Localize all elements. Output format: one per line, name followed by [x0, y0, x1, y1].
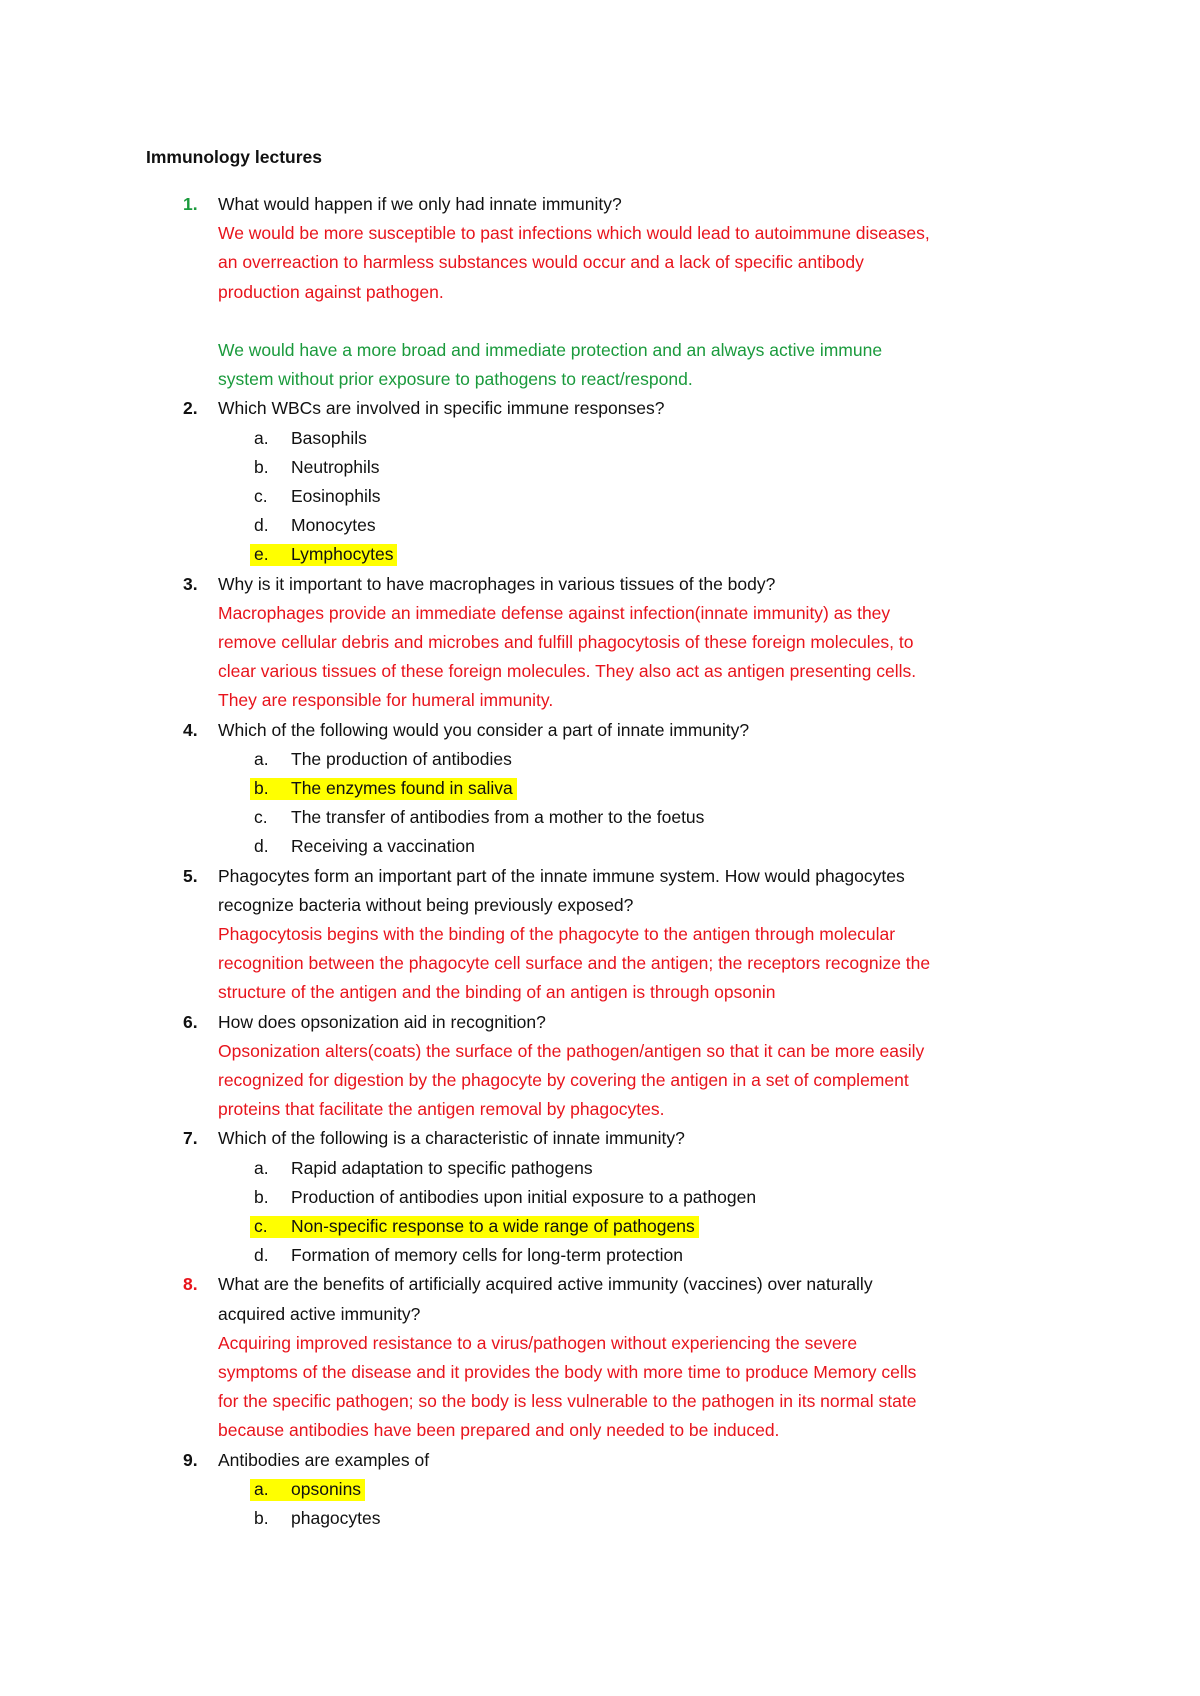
- question-number: 8.: [183, 1274, 198, 1295]
- question-number: 7.: [183, 1128, 198, 1149]
- question-body: [218, 1124, 1068, 1153]
- option-row: [0, 482, 1200, 511]
- answer-text: Phagocytosis begins with the binding of the phagocyte to the antigen through molecular: [218, 923, 896, 944]
- option-row: [0, 453, 1200, 482]
- answer-text: symptoms of the disease and it provides the body with more time to produce Memory cells: [218, 1361, 917, 1382]
- answer-text: recognition between the phagocyte cell surface and the antigen; the receptors recognize the: [218, 953, 931, 974]
- question-text: Phagocytes form an important part of the innate immune system. How would phagocytes: [218, 865, 905, 886]
- answer-text: structure of the antigen and the binding of an antigen is through opsonin: [218, 982, 776, 1003]
- option-text: Lymphocytes: [291, 544, 394, 565]
- question-item: [0, 862, 1200, 1008]
- answer-text: system without prior exposure to pathogens to react/respond.: [218, 369, 693, 390]
- question-text: acquired active immunity?: [218, 1303, 421, 1324]
- question-body: [218, 716, 1068, 745]
- answer-text: Acquiring improved resistance to a virus/pathogen without experiencing the severe: [218, 1332, 858, 1353]
- question-item: [0, 1124, 1200, 1270]
- answer-text: They are responsible for humeral immunity.: [218, 690, 554, 711]
- option-text: The transfer of antibodies from a mother to the foetus: [291, 807, 705, 828]
- question-body: [218, 862, 1068, 1008]
- option-text: Production of antibodies upon initial exposure to a pathogen: [291, 1186, 757, 1207]
- question-list: [0, 190, 1200, 1533]
- answer-text: Opsonization alters(coats) the surface of the pathogen/antigen so that it can be more easily: [218, 1040, 925, 1061]
- answer-text: We would have a more broad and immediate protection and an always active immune: [218, 340, 883, 360]
- option-text: Neutrophils: [291, 456, 380, 477]
- option-letter: a.: [254, 1478, 269, 1499]
- option-text: The production of antibodies: [291, 748, 512, 769]
- question-text: Why is it important to have macrophages in various tissues of the body?: [218, 573, 776, 594]
- option-letter: c.: [254, 807, 268, 828]
- option-letter: a.: [254, 748, 269, 769]
- question-item: [0, 1446, 1200, 1534]
- answer-text: Macrophages provide an immediate defense against infection(innate immunity) as they: [218, 602, 891, 623]
- question-body: [218, 190, 1068, 394]
- option-row: [0, 832, 1200, 861]
- option-text: The enzymes found in saliva: [291, 777, 513, 798]
- question-number: 1.: [183, 194, 198, 214]
- question-number: 2.: [183, 398, 198, 419]
- option-letter: d.: [254, 836, 269, 857]
- option-letter: a.: [254, 427, 269, 448]
- answer-text: clear various tissues of these foreign molecules. They also act as antigen presenting cells.: [218, 661, 917, 682]
- answer-text: recognized for digestion by the phagocyte by covering the antigen in a set of complement: [218, 1069, 909, 1090]
- option-text: Rapid adaptation to specific pathogens: [291, 1157, 593, 1178]
- question-item: [0, 190, 1200, 394]
- question-text: What are the benefits of artificially acquired active immunity (vaccines) over naturally: [218, 1274, 873, 1295]
- question-body: [218, 1446, 1068, 1475]
- option-row: [0, 1504, 1200, 1533]
- answer-text: remove cellular debris and microbes and fulfill phagocytosis of these foreign molecules, to: [218, 631, 914, 652]
- option-text: Formation of memory cells for long-term protection: [291, 1245, 683, 1266]
- question-item: [0, 570, 1200, 716]
- question-text: Antibodies are examples of: [218, 1449, 430, 1470]
- option-row: [0, 1183, 1200, 1212]
- answer-text: an overreaction to harmless substances would occur and a lack of specific antibody: [218, 252, 864, 273]
- option-text: Eosinophils: [291, 485, 381, 506]
- option-row: [0, 1154, 1200, 1183]
- option-letter: d.: [254, 1245, 269, 1266]
- question-body: [218, 1008, 1068, 1125]
- option-letter: c.: [254, 485, 268, 506]
- question-text: What would happen if we only had innate immunity?: [218, 194, 622, 214]
- question-text: Which WBCs are involved in specific immune responses?: [218, 398, 665, 419]
- option-row: [0, 803, 1200, 832]
- option-text: Basophils: [291, 427, 367, 448]
- question-text: recognize bacteria without being previously exposed?: [218, 894, 634, 915]
- question-text: How does opsonization aid in recognition?: [218, 1011, 546, 1032]
- question-number: 4.: [183, 719, 198, 740]
- answer-text: proteins that facilitate the antigen removal by phagocytes.: [218, 1099, 665, 1120]
- option-letter: b.: [254, 777, 269, 798]
- option-text: Monocytes: [291, 515, 376, 536]
- question-number: 9.: [183, 1449, 198, 1470]
- answer-text: production against pathogen.: [218, 281, 444, 302]
- option-row: [0, 511, 1200, 540]
- option-row: [0, 774, 1200, 803]
- question-number: 3.: [183, 573, 198, 594]
- question-number: 6.: [183, 1011, 198, 1032]
- option-row: [0, 1241, 1200, 1270]
- option-row: [0, 424, 1200, 453]
- question-item: [0, 716, 1200, 862]
- option-row: [0, 540, 1200, 569]
- question-number: 5.: [183, 865, 198, 886]
- option-text: phagocytes: [291, 1507, 381, 1528]
- option-row: [0, 1212, 1200, 1241]
- blank-line: [218, 307, 1068, 336]
- option-text: opsonins: [291, 1478, 362, 1499]
- question-text: Which of the following is a characteristic of innate immunity?: [218, 1128, 685, 1149]
- question-item: [0, 394, 1200, 569]
- answer-text: We would be more susceptible to past infections which would lead to autoimmune diseases,: [218, 223, 930, 244]
- option-text: Non-specific response to a wide range of pathogens: [291, 1215, 695, 1236]
- option-row: [0, 745, 1200, 774]
- option-letter: e.: [254, 544, 269, 565]
- document-title: Immunology lectures: [146, 147, 323, 167]
- option-letter: b.: [254, 1186, 269, 1207]
- question-item: [0, 1008, 1200, 1125]
- question-item: [0, 1270, 1200, 1445]
- question-text: Which of the following would you consider a part of innate immunity?: [218, 719, 750, 740]
- option-letter: a.: [254, 1157, 269, 1178]
- option-text: Receiving a vaccination: [291, 836, 475, 857]
- question-body: [218, 570, 1068, 716]
- question-body: [218, 1270, 1068, 1445]
- option-letter: b.: [254, 1507, 269, 1528]
- option-row: [0, 1475, 1200, 1504]
- option-letter: b.: [254, 456, 269, 477]
- answer-text: for the specific pathogen; so the body is less vulnerable to the pathogen in its normal state: [218, 1391, 917, 1412]
- answer-text: because antibodies have been prepared and only needed to be induced.: [218, 1420, 780, 1441]
- option-letter: d.: [254, 515, 269, 536]
- question-body: [218, 394, 1068, 423]
- option-letter: c.: [254, 1215, 268, 1236]
